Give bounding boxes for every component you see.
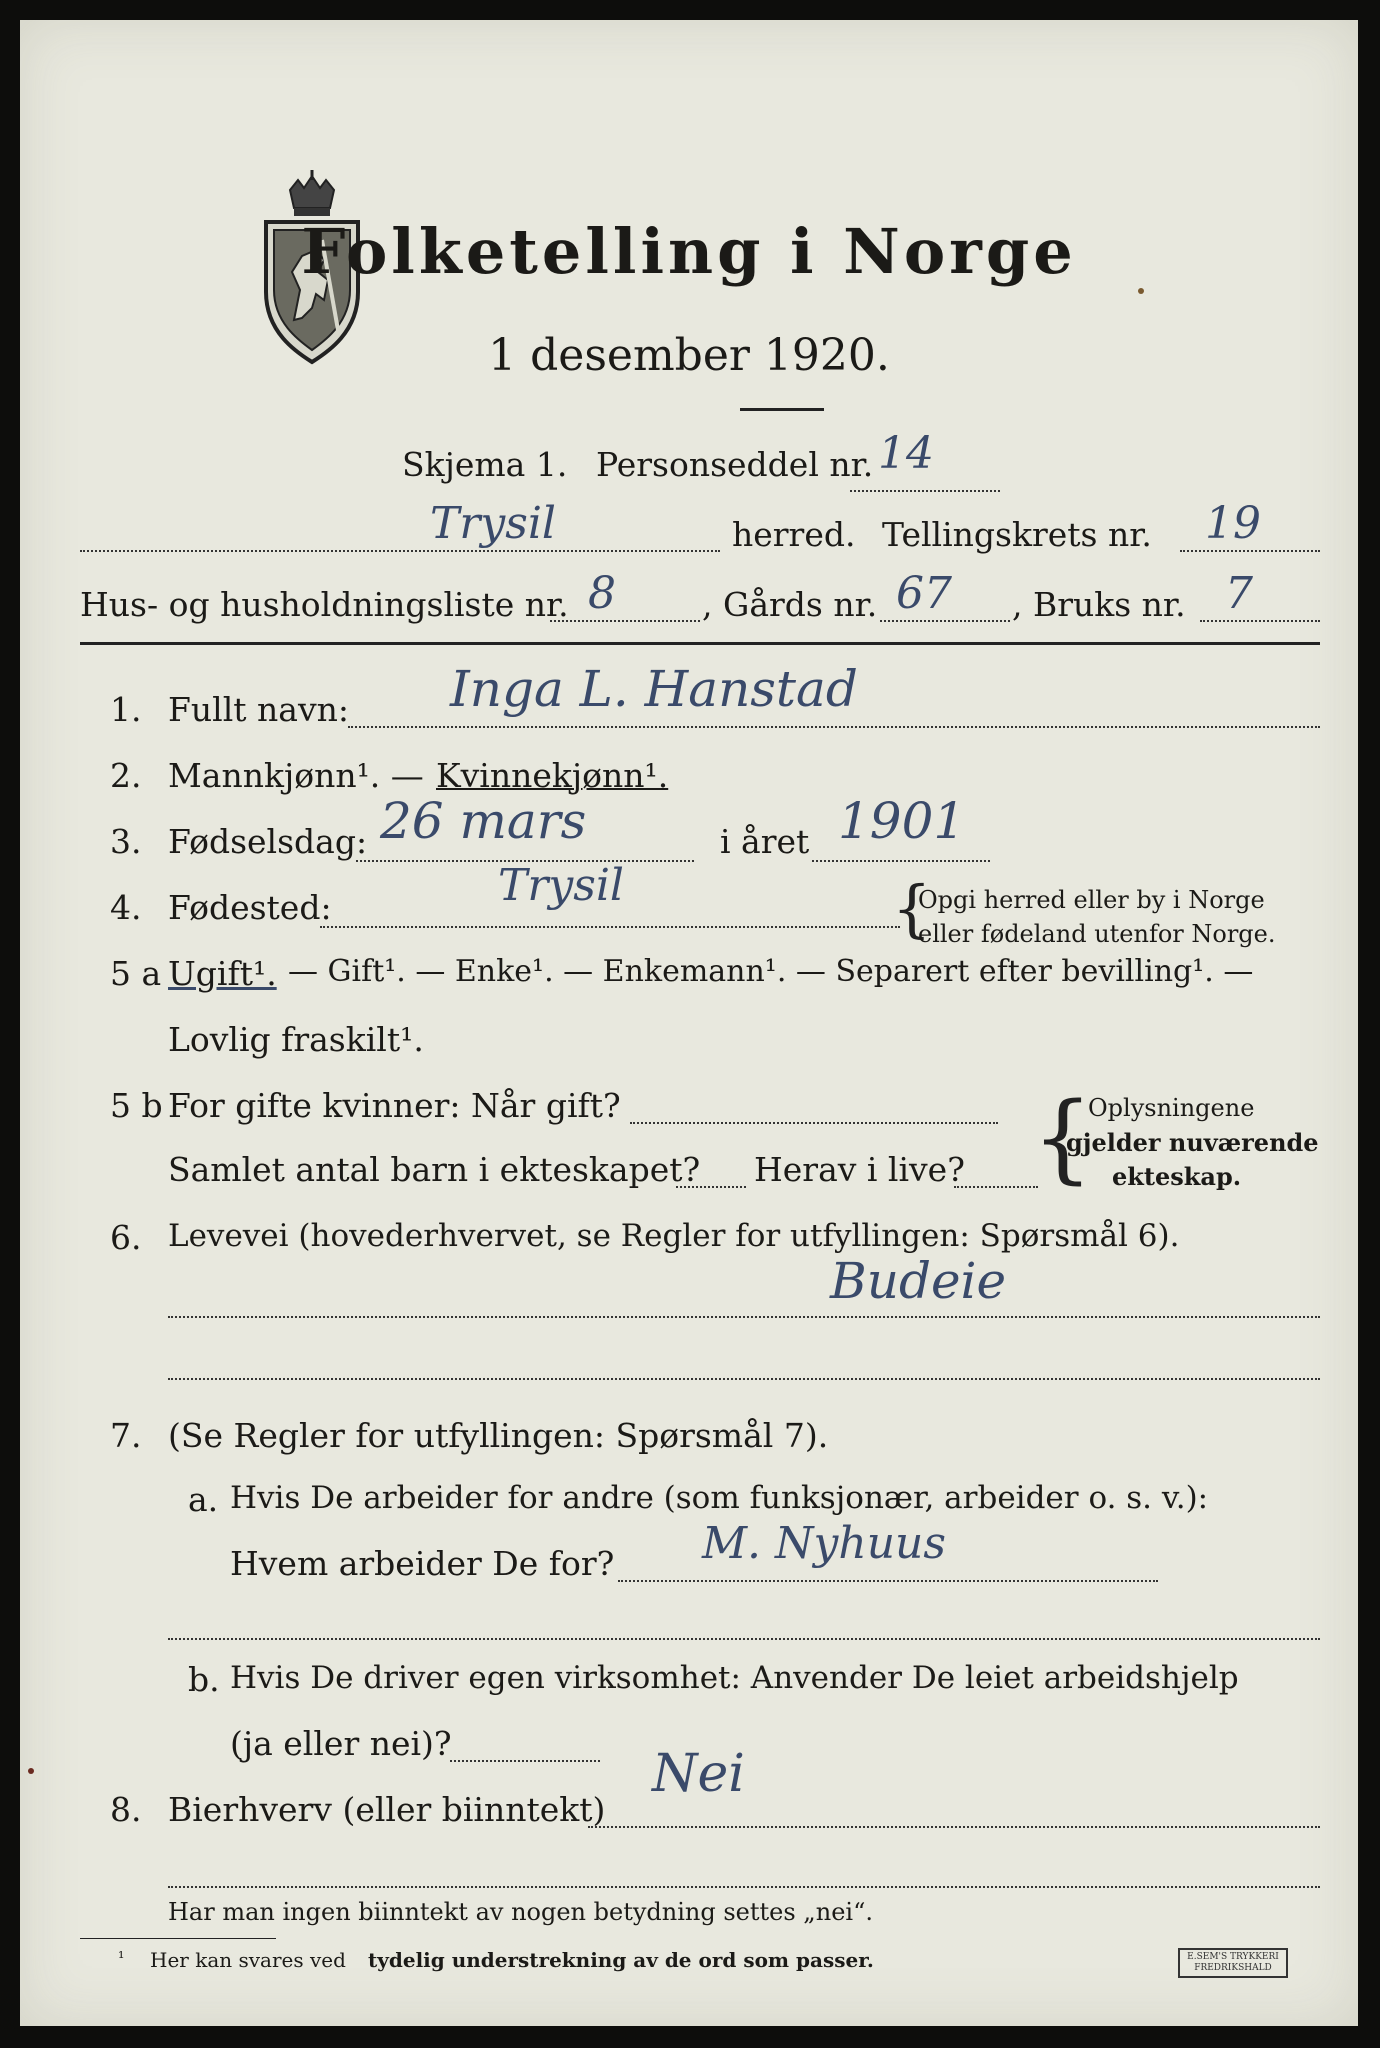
q6-field-line-1 (168, 1316, 1320, 1318)
q5b-brace: { (1032, 1082, 1094, 1194)
form-subtitle: 1 desember 1920. (488, 330, 890, 381)
personseddel-field-line (850, 490, 1000, 492)
q4-note-2: eller fødeland utenfor Norge. (918, 920, 1276, 948)
q1-full-name-value[interactable]: Inga L. Hanstad (450, 660, 858, 718)
title-divider (740, 408, 824, 411)
header-divider (80, 642, 1320, 645)
q7a-text: Hvis De arbeider for andre (som funksjonær, arbeider o. s. v.): (230, 1480, 1209, 1516)
q5b-i-live-field[interactable] (954, 1186, 1038, 1188)
q3-year-value[interactable]: 1901 (838, 792, 966, 850)
q5b-number: 5 b (110, 1086, 163, 1125)
q5b-antal-barn-field[interactable] (676, 1186, 746, 1188)
q3-number: 3. (110, 822, 142, 861)
herred-value[interactable]: Trysil (430, 498, 556, 549)
q7b-letter: b. (188, 1660, 220, 1699)
q8-field-line (588, 1826, 1320, 1828)
herred-label: herred. (732, 515, 856, 554)
q4-birthplace-value[interactable]: Trysil (498, 860, 624, 911)
bottom-note: Har man ingen biinntekt av nogen betydning settes „nei“. (168, 1898, 873, 1926)
bruks-value[interactable]: 7 (1225, 568, 1253, 619)
q6-occupation-value[interactable]: Budeie (830, 1252, 1007, 1310)
margin-mark (28, 1768, 34, 1774)
printer-stamp: E.SEM'S TRYKKERI FREDRIKSHALD (1178, 1948, 1288, 1978)
footnote-divider (80, 1938, 276, 1939)
bruks-field-line (1200, 620, 1320, 622)
footnote-bold-text: tydelig understrekning av de ord som passer. (368, 1948, 874, 1972)
q2-mannkjonn: Mannkjønn¹. — (168, 756, 424, 795)
census-form-page (20, 20, 1358, 2026)
q7-label: (Se Regler for utfyllingen: Spørsmål 7). (168, 1416, 829, 1455)
q7-number: 7. (110, 1416, 142, 1455)
q4-note-1: Opgi herred eller by i Norge (918, 886, 1265, 914)
q8-field-line-2 (168, 1886, 1320, 1888)
q1-label: Fullt navn: (168, 690, 349, 729)
q4-number: 4. (110, 888, 142, 927)
q5a-options: — Gift¹. — Enke¹. — Enkemann¹. — Separert efter bevilling¹. — (288, 954, 1254, 989)
q5b-i-live-label: Herav i live? (754, 1150, 965, 1189)
q6-label: Levevei (hovederhvervet, se Regler for utfyllingen: Spørsmål 6). (168, 1218, 1180, 1254)
q5b-note-1: Oplysningene (1088, 1094, 1255, 1122)
herred-field-line (80, 550, 720, 552)
q5a-number: 5 a (110, 954, 162, 993)
q1-field-line (348, 726, 1320, 728)
footnote-mark: ¹ (118, 1948, 125, 1967)
q7a-letter: a. (188, 1480, 219, 1519)
gards-value[interactable]: 67 (896, 568, 952, 619)
q5b-note-2: gjelder nuværende (1066, 1128, 1319, 1157)
q3-label: Fødselsdag: (168, 822, 368, 861)
q6-number: 6. (110, 1218, 142, 1257)
q5b-antal-barn-label: Samlet antal barn i ekteskapet? (168, 1150, 701, 1189)
skjema-label: Skjema 1. (402, 445, 568, 484)
husholdningsliste-value[interactable]: 8 (588, 568, 616, 619)
q2-kvinnekjonn: Kvinnekjønn¹. (436, 756, 669, 795)
q3-year-label: i året (720, 822, 810, 861)
tellingskrets-label: Tellingskrets nr. (882, 515, 1152, 554)
q8-number: 8. (110, 1790, 142, 1829)
q4-field-line (320, 926, 900, 928)
q3-year-field-line (812, 860, 990, 862)
q7b-field-line[interactable] (450, 1760, 600, 1762)
gards-label: , Gårds nr. (702, 585, 878, 624)
bruks-label: , Bruks nr. (1012, 585, 1186, 624)
personseddel-label: Personseddel nr. (596, 445, 874, 484)
q5a-fraskilt: Lovlig fraskilt¹. (168, 1020, 424, 1059)
q1-number: 1. (110, 690, 142, 729)
gards-field-line (880, 620, 1010, 622)
form-title: Folketelling i Norge (301, 215, 1077, 288)
footnote-text: Her kan svares ved (150, 1948, 346, 1972)
q8-value[interactable]: Nei (652, 1744, 745, 1804)
q5b-note-3: ekteskap. (1112, 1162, 1242, 1191)
q2-number: 2. (110, 756, 142, 795)
q5b-naar-gift-label: For gifte kvinner: Når gift? (168, 1086, 621, 1125)
q7a-employer-value[interactable]: M. Nyhuus (702, 1518, 946, 1569)
q7a-field-line (618, 1580, 1158, 1582)
personseddel-value[interactable]: 14 (878, 428, 934, 479)
q5b-naar-gift-field[interactable] (630, 1122, 998, 1124)
q8-label: Bierhverv (eller biinntekt) (168, 1790, 606, 1829)
q6-field-line-2 (168, 1378, 1320, 1380)
ink-speck (1138, 288, 1144, 294)
q4-label: Fødested: (168, 888, 332, 927)
q3-birthdate-value[interactable]: 26 mars (380, 792, 587, 850)
q5a-ugift: Ugift¹. (168, 954, 277, 993)
q7a-field-line-2 (168, 1638, 1320, 1640)
tellingskrets-value[interactable]: 19 (1205, 498, 1261, 549)
q7b-ja-nei-label: (ja eller nei)? (230, 1724, 452, 1763)
tellingskrets-field-line (1180, 550, 1320, 552)
q7a-employer-label: Hvem arbeider De for? (230, 1544, 615, 1583)
husholdningsliste-field-line (550, 620, 700, 622)
husholdningsliste-label: Hus- og husholdningsliste nr. (80, 585, 569, 624)
q4-brace: { (892, 872, 932, 945)
q7b-text: Hvis De driver egen virksomhet: Anvender De leiet arbeidshjelp (230, 1660, 1239, 1696)
